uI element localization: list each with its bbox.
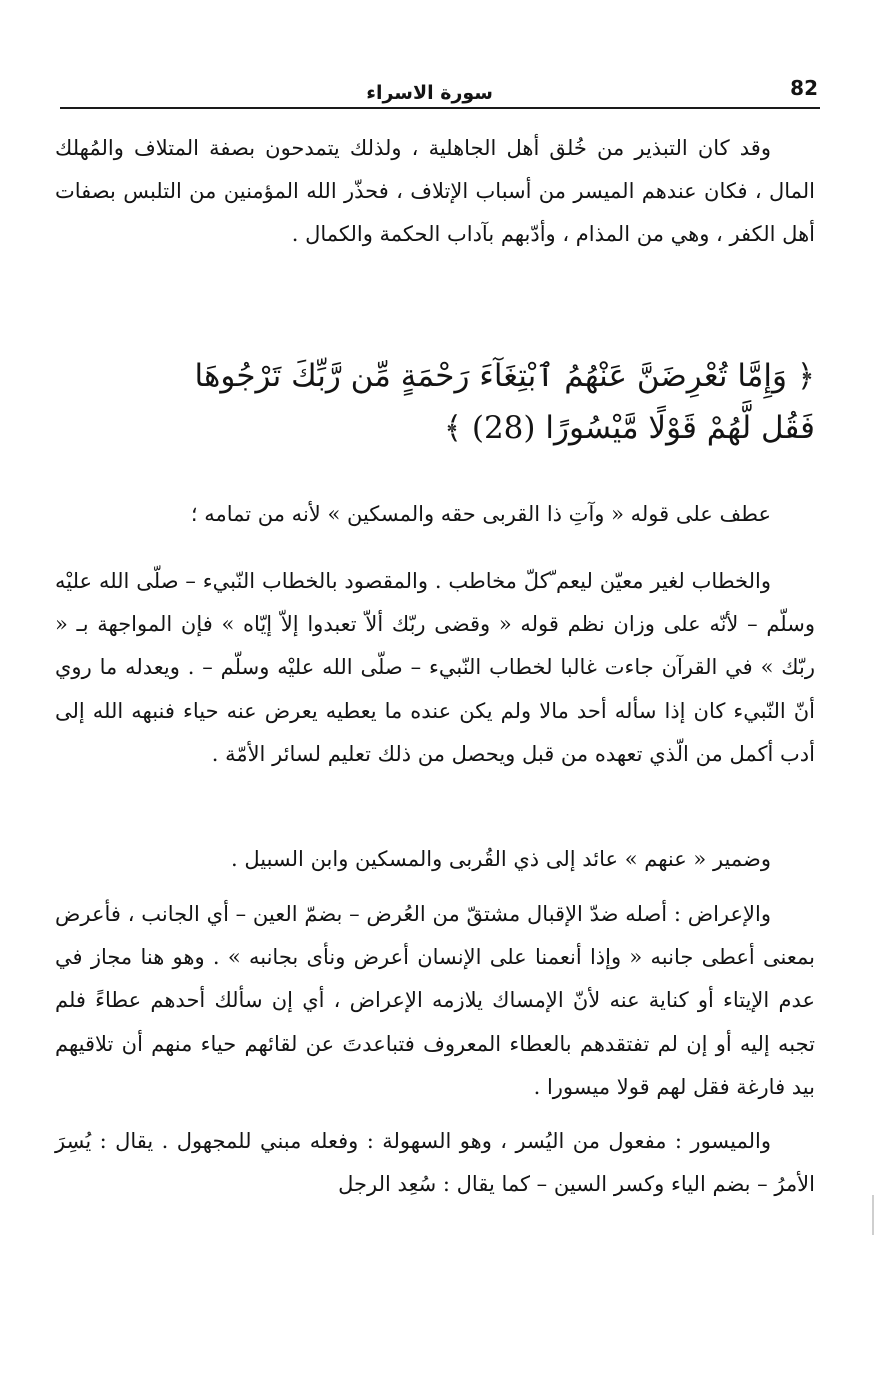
- paragraph-atf: [55, 493, 815, 536]
- surah-title: سورة الاسراء: [366, 82, 493, 104]
- header-rule: [60, 107, 820, 109]
- quran-verse: [55, 350, 815, 454]
- verse-line-1: ﴿ وَإِمَّا تُعْرِضَنَّ عَنْهُمُ ٱبْتِغَآءَ رَحْمَةٍ مِّن رَّبِّكَ تَرْجُوهَا: [194, 358, 815, 394]
- verse-line-2: فَقُل لَّهُمْ قَوْلًا مَّيْسُورًا (28) ﴾: [443, 410, 815, 446]
- page-number: 82: [790, 76, 818, 100]
- paragraph-tabdhir: [55, 127, 815, 257]
- paragraph-maysur: [55, 1120, 815, 1206]
- paragraph-text: عطف على قوله « وآتِ ذا القربى حقه والمسكين » لأنه من تمامه ؛: [190, 502, 771, 526]
- paragraph-damir: [55, 838, 815, 881]
- paragraph-text: والخطاب لغير معيّن ليعم ّكلّ مخاطب . والمقصود بالخطاب النّبيء – صلّى الله عليْه وسلّم – لأنّه على وزان نظم قوله « وقضى ربّك ألاّ تعبدوا إلاّ إيّاه » فإن المواجهة بـ « ربّك » في القرآن جاءت غالبا لخطاب النّبيء – صلّى الله عليْه وسلّم – . ويعدله ما روي أنّ النّبيء كان إذا سأله أحد مالا ولم يكن عنده ما يعطيه يعرض عنه حياء فنبهه الله إلى أدب أكمل من الّذي تعهده من قبل ويحصل من ذلك تعليم لسائر الأمّة .: [55, 569, 815, 766]
- scan-artifact: [872, 1195, 874, 1235]
- paragraph-text: والميسور : مفعول من اليُسر ، وهو السهولة : وفعله مبني للمجهول . يقال : يُسِرَ الأمرُ – بضم الياء وكسر السين – كما يقال : سُعِد الرجل: [55, 1129, 815, 1197]
- page-header: [60, 72, 818, 106]
- paragraph-text: وقد كان التبذير من خُلق أهل الجاهلية ، ولذلك يتمدحون بصفة المتلاف والمُهلك المال ، فكان عندهم الميسر من أسباب الإتلاف ، فحذّر الله المؤمنين من التلبس بصفات أهل الكفر ، وهي من المذام ، وأدّبهم بآداب الحكمة والكمال .: [55, 136, 815, 247]
- paragraph-iradh: [55, 893, 815, 1109]
- paragraph-khitab: [55, 560, 815, 776]
- paragraph-text: وضمير « عنهم » عائد إلى ذي القُربى والمسكين وابن السبيل .: [231, 847, 771, 871]
- paragraph-text: والإعراض : أصله ضدّ الإقبال مشتقّ من العُرض – بضمّ العين – أي الجانب ، فأعرض بمعنى أعطى جانبه « وإذا أنعمنا على الإنسان أعرض ونأى بجانبه » . وهو هنا مجاز في عدم الإيتاء أو كناية عنه لأنّ الإمساك يلازمه الإعراض ، أي إن سألك أحدهم عطاءً فلم تجبه إليه أو إن لم تفتقدهم بالعطاء المعروف فتباعدتَ عن لقائهم حياء منهم أن تلاقيهم بيد فارغة فقل لهم قولا ميسورا .: [55, 902, 815, 1099]
